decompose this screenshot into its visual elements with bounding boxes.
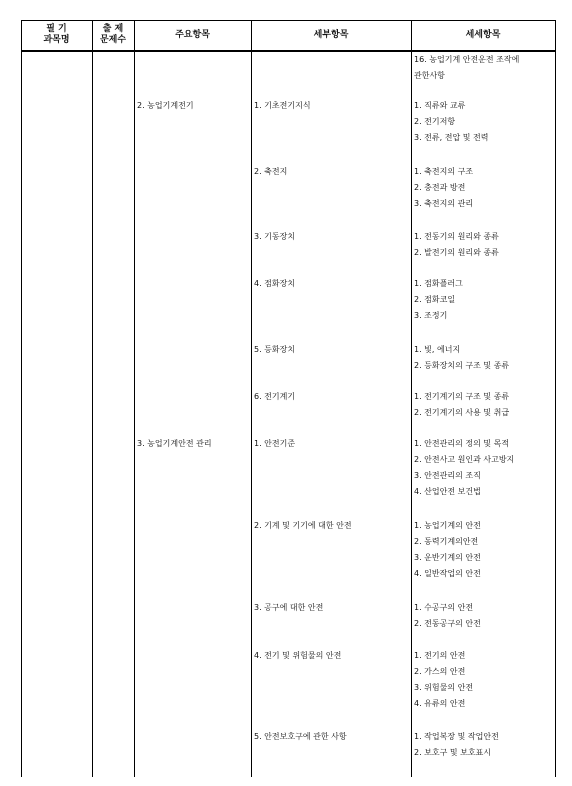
list-item: 1. 직류와 교류 [414,101,466,110]
list-item: 2. 발전기의 원리와 종류 [414,248,499,257]
header-detail-item: 세부항목 [313,30,349,40]
sub-detail-cell [414,54,519,86]
list-item: 3. 운반기계의 안전 [414,553,481,562]
column-divider [134,20,135,777]
list-item: 1. 농업기계의 안전 [414,521,481,530]
sub-detail-cell [414,731,499,763]
detail-item-cell: 4. 점화장치 [254,279,296,288]
header-count-line1: 출 제 [102,24,124,34]
list-item: 2. 점화코일 [414,295,456,304]
list-item: 1. 전기의 안전 [414,651,466,660]
list-item: 2. 가스의 안전 [414,667,466,676]
sub-detail-cell [414,278,463,326]
list-item: 1. 전기계기의 구조 및 종류 [414,392,510,401]
header-subject-line2: 과목명 [43,35,70,45]
detail-item-cell: 3. 기동장치 [254,232,296,241]
sub-detail-cell [414,520,481,584]
header-main-item: 주요항목 [175,30,210,40]
sub-detail-cell [414,231,499,263]
list-item: 3. 전류, 전압 및 전력 [414,133,489,142]
sub-detail-cell [414,166,473,214]
list-item: 1. 축전지의 구조 [414,167,474,176]
sub-detail-cell [414,438,514,502]
list-item: 1. 빛, 에너지 [414,345,461,354]
sub-detail-cell [414,100,488,148]
detail-item-cell: 4. 전기 및 위험물의 안전 [254,651,342,660]
list-item: 관한사항 [414,71,445,80]
detail-item-cell: 5. 등화장치 [254,345,296,354]
sub-detail-cell [414,344,509,376]
sub-detail-cell [414,391,509,423]
detail-item-cell: 1. 기초전기지식 [254,101,311,110]
list-item: 1. 수공구의 안전 [414,603,474,612]
list-item: 2. 등화장치의 구조 및 종류 [414,361,510,370]
detail-item-cell: 1. 안전기준 [254,439,296,448]
header-subject-name [21,24,92,46]
header-subject-line1: 필 기 [46,24,67,34]
header-bottom-rule [21,50,556,52]
list-item: 2. 전기저항 [414,117,456,126]
list-item: 2. 전동공구의 안전 [414,619,481,628]
column-divider [251,20,252,777]
list-item: 4. 일반작업의 안전 [414,569,481,578]
list-item: 2. 전기계기의 사용 및 취급 [414,408,510,417]
column-divider [92,20,93,777]
list-item: 4. 산업안전 보건법 [414,487,481,496]
table-top-border [21,20,556,21]
main-item-cell: 2. 농업기계전기 [137,101,194,110]
list-item: 2. 동력기계의안전 [414,537,479,546]
header-count-line2: 문제수 [99,35,127,45]
list-item: 3. 안전관리의 조직 [414,471,481,480]
list-item: 3. 축전지의 관리 [414,199,474,208]
list-item: 2. 충전과 방전 [414,183,466,192]
list-item: 4. 유류의 안전 [414,699,466,708]
list-item: 1. 작업복장 및 작업안전 [414,732,499,741]
header-question-count [92,24,134,46]
list-item: 16. 농업기계 안전운전 조작에 [414,55,520,64]
column-divider [555,20,556,777]
list-item: 3. 위험물의 안전 [414,683,474,692]
list-item: 1. 안전관리의 정의 및 목적 [414,439,510,448]
detail-item-cell: 6. 전기계기 [254,392,296,401]
header-sub-detail-item: 세세항목 [465,30,501,40]
detail-item-cell: 5. 안전보호구에 관한 사항 [254,732,347,741]
exam-criteria-table [21,20,556,777]
column-divider [411,20,412,777]
detail-item-cell: 2. 축전지 [254,167,288,176]
list-item: 2. 보호구 및 보호표시 [414,748,492,757]
sub-detail-cell [414,602,481,634]
list-item: 1. 전동기의 원리와 종류 [414,232,499,241]
detail-item-cell: 2. 기계 및 기기에 대한 안전 [254,521,352,530]
main-item-cell: 3. 농업기계안전 관리 [137,439,212,448]
list-item: 2. 안전사고 원인과 사고방지 [414,455,515,464]
detail-item-cell: 3. 공구에 대한 안전 [254,603,324,612]
list-item: 1. 점화플러그 [414,279,463,288]
list-item: 3. 조정기 [414,311,448,320]
column-divider [21,20,22,777]
sub-detail-cell [414,650,473,714]
